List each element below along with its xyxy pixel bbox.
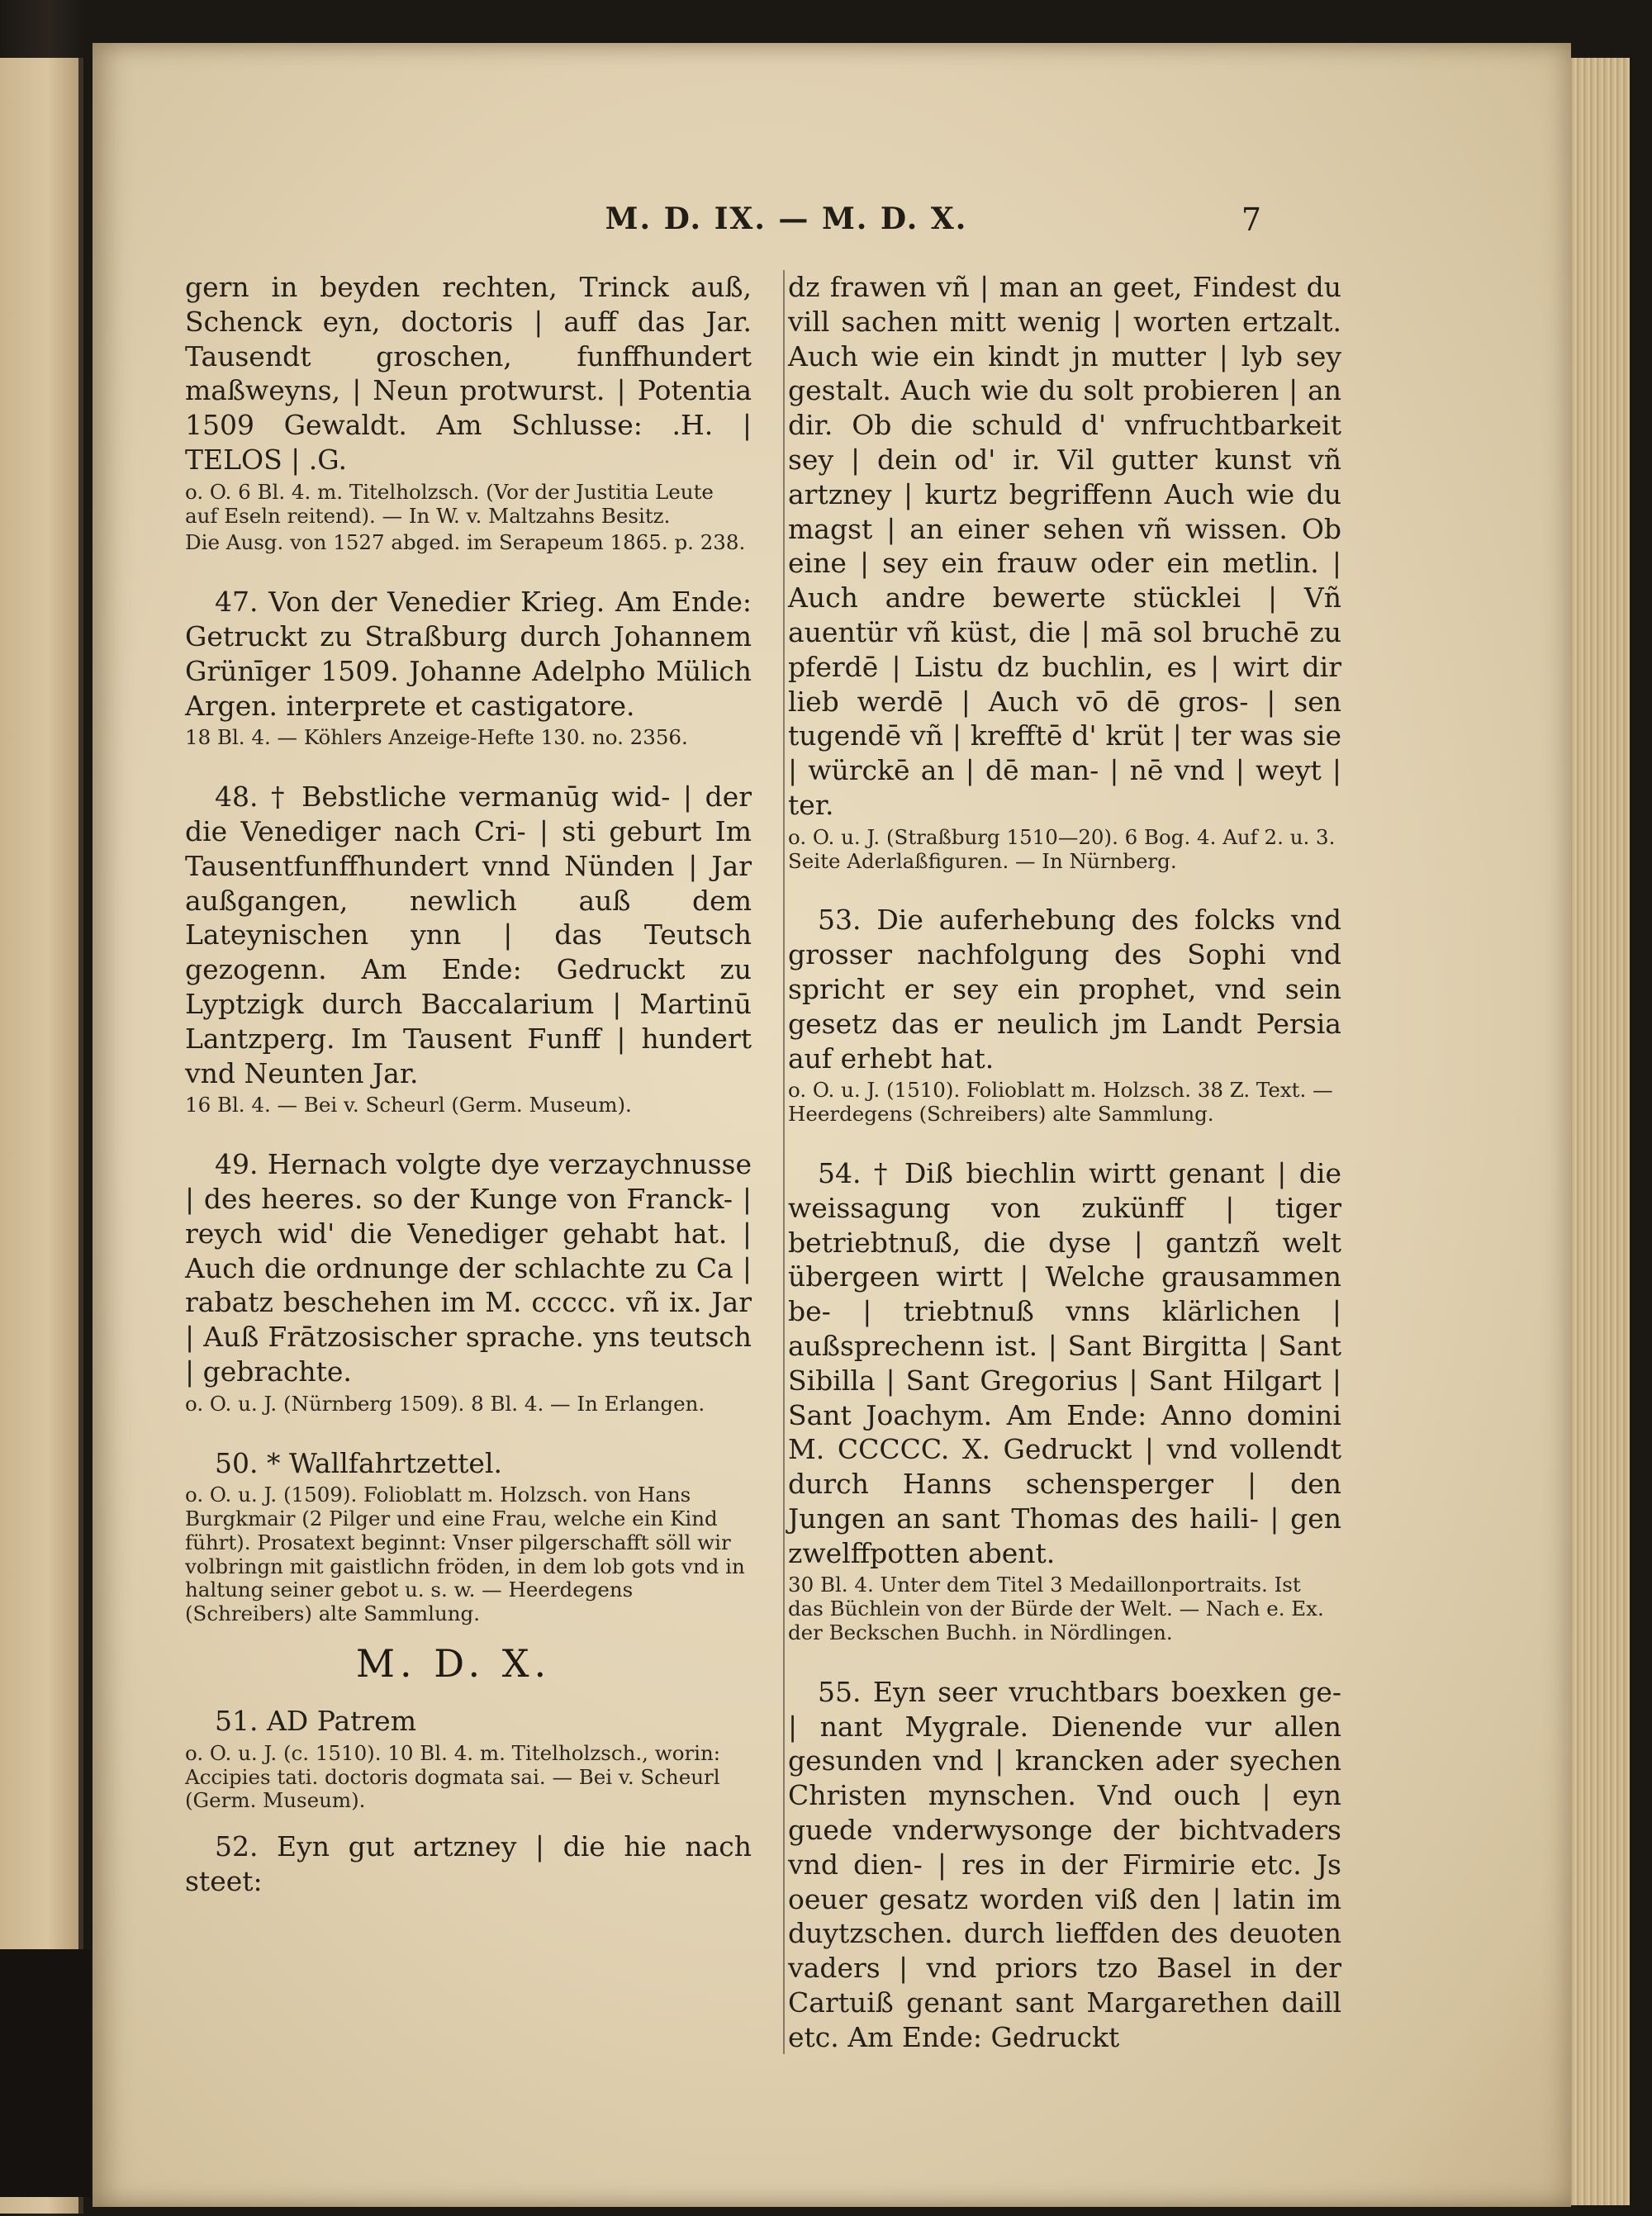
entry-text: 48. † Bebstliche vermanūg wid- | der die Venediger nach Cri- | sti geburt Im Tausentfunffhundert vnnd Nünden | Jar außgangen, newlich auß dem Lateynischen ynn | das Teutsch gezogenn. Am Ende: Gedruckt zu Lyptzigk durch Baccalarium | Martinū Lantzperg. Im Tausent Funff | hundert vnd Neunten Jar. xyxy=(185,781,752,1089)
page-number: 7 xyxy=(1241,202,1261,238)
entry-text: dz frawen vñ | man an geet, Findest du vill sachen mitt wenig | worten ertzalt. Auch wie ein kindt jn mutter | lyb sey gestalt. Auch wie du solt probieren | an dir. Ob die schuld d' vnfruchtbarkeit sey | dein od' ir. Vil gutter kunst vñ artzney | kurtz begriffenn Auch wie du magst | an einer sehen vñ wissen. Ob eine | sey ein frauw oder ein metlin. | Auch andre bewerte stücklei | Vñ auentür vñ küst, die | mā sol bruchē zu pferdē | Listu dz buchlin, es | wirt dir lieb werdē | Auch vō dē gros- | sen tugendē vñ | krefftē d' krüt | ter was sie | würckē an | dē man- | nē vnd | weyt | ter. xyxy=(788,271,1341,821)
book-page xyxy=(93,43,1571,2207)
entry-note: 16 Bl. 4. — Bei v. Scheurl (Germ. Museum). xyxy=(185,1093,632,1117)
entry-note: 18 Bl. 4. — Köhlers Anzeige-Hefte 130. no. 2356. xyxy=(185,725,688,750)
running-title: M. D. IX. — M. D. X. xyxy=(605,202,968,236)
entry-46-continuation xyxy=(155,270,752,555)
entry-48 xyxy=(155,780,752,1117)
entry-text: 51. AD Patrem xyxy=(215,1705,417,1738)
entry-47 xyxy=(155,585,752,750)
entry-note: o. O. u. J. (c. 1510). 10 Bl. 4. m. Titelholzsch., worin: Accipies tati. doctoris dogmata sai. — Bei v. Scheurl (Germ. Museum). xyxy=(185,1740,721,1813)
running-header xyxy=(93,202,1571,243)
entry-52 xyxy=(155,1829,752,1899)
entry-text: 54. † Diß biechlin wirtt genant | die weissagung von zukünff | tiger betriebtnuß, die dyse | gantzñ welt übergeen wirtt | Welche grausammen be- | triebtnuß vnns klärlichen | außsprechenn ist. | Sant Birgitta | Sant Sibilla | Sant Gregorius | Sant Hilgart | Sant Joachym. Am Ende: Anno domini M. CCCCC. X. Gedruckt | vnd vollendt durch Hanns schensperger | den Jungen an sant Thomas des haili- | gen zwelffpotten abent. xyxy=(788,1156,1341,1569)
entry-55 xyxy=(705,1675,1341,2055)
binding-spine xyxy=(0,1949,91,2197)
entry-note: o. O. u. J. (Nürnberg 1509). 8 Bl. 4. — In Erlangen. xyxy=(185,1391,705,1416)
entry-text: 55. Eyn seer vruchtbars boexken ge- | nant Mygrale. Dienende vur allen gesunden vnd | krancken ader syechen Christen mynschen. Vnd ouch | eyn guede vnderwysonge der bichtvaders vnd dien- | res in der Firmirie etc. Js oeuer gesatz worden viß den | latin im duytzschen. durch lieffden des deuoten vaders | vnd priors tzo Basel in der Cartuiß genant sant Margarethen daill etc. Am Ende: Gedruckt xyxy=(788,1675,1341,2053)
entry-note: o. O. u. J. (Straßburg 1510—20). 6 Bog. 4. Auf 2. u. 3. Seite Aderlaßfiguren. — In Nürnberg. xyxy=(788,824,1336,873)
entry-53 xyxy=(705,903,1341,1127)
entry-50 xyxy=(155,1446,752,1627)
entry-text: 50. * Wallfahrtzettel. xyxy=(215,1446,502,1479)
entry-note: 30 Bl. 4. Unter dem Titel 3 Medaillonportraits. Ist das Büchlein von der Bürde der Welt. — Nach e. Ex. der Beckschen Buchh. in Nördlingen. xyxy=(788,1573,1324,1645)
facing-page-edge xyxy=(0,58,83,2214)
entry-text: 49. Hernach volgte dye verzaychnusse | des heeres. so der Kunge von Franck- | reych wid' die Venediger gehabt hat. | Auch die ordnunge der schlachte zu Ca | rabatz beschehen im M. ccccc. vñ ix. Jar | Auß Frātzosischer sprache. yns teutsch | gebrachte. xyxy=(185,1148,752,1388)
entry-note-secondary: Die Ausg. von 1527 abged. im Serapeum 1865. p. 238. xyxy=(185,530,746,555)
entry-51 xyxy=(155,1704,752,1813)
entry-text: gern in beyden rechten, Trinck auß, Schenck eyn, doctoris | auff das Jar. Tausendt groschen, funffhundert maßweyns, | Neun protwurst. | Potentia 1509 Gewaldt. Am Schlusse: .H. | TELOS | .G. xyxy=(185,271,752,476)
entry-note: o. O. u. J. (1509). Folioblatt m. Holzsch. von Hans Burgkmair (2 Pilger und eine Frau, welche ein Kind führt). Prosatext beginnt: Vnser pilgerschafft söll wir volbringn mit gaistlichn fröden, in dem lob gots vnd in haltung seiner gebot u. s. w. — Heerdegens (Schreibers) alte Sammlung. xyxy=(185,1483,745,1626)
right-column xyxy=(705,270,1341,2055)
entry-text: 47. Von der Venedier Krieg. Am Ende: Getruckt zu Straßburg durch Johannem Grünīger 1509. Johanne Adelpho Mülich Argen. interprete et castigatore. xyxy=(185,586,752,722)
entry-text: 52. Eyn gut artzney | die hie nach steet: xyxy=(185,1830,752,1898)
section-heading: M. D. X. xyxy=(355,1641,552,1687)
entry-52-continuation xyxy=(705,270,1341,873)
entry-note: o. O. 6 Bl. 4. m. Titelholzsch. (Vor der Justitia Leute auf Eseln reitend). — In W. v. Maltzahns Besitz. xyxy=(185,479,714,528)
entry-note: o. O. u. J. (1510). Folioblatt m. Holzsch. 38 Z. Text. — Heerdegens (Schreibers) alte Sammlung. xyxy=(788,1078,1333,1127)
left-column xyxy=(155,270,752,1899)
entry-49 xyxy=(155,1147,752,1416)
entry-text: 53. Die auferhebung des folcks vnd grosser nachfolgung des Sophi vnd spricht er sey ein prophet, vnd sein gesetz das er neulich jm Landt Persia auf erhebt hat. xyxy=(788,904,1341,1075)
entry-54 xyxy=(705,1156,1341,1645)
